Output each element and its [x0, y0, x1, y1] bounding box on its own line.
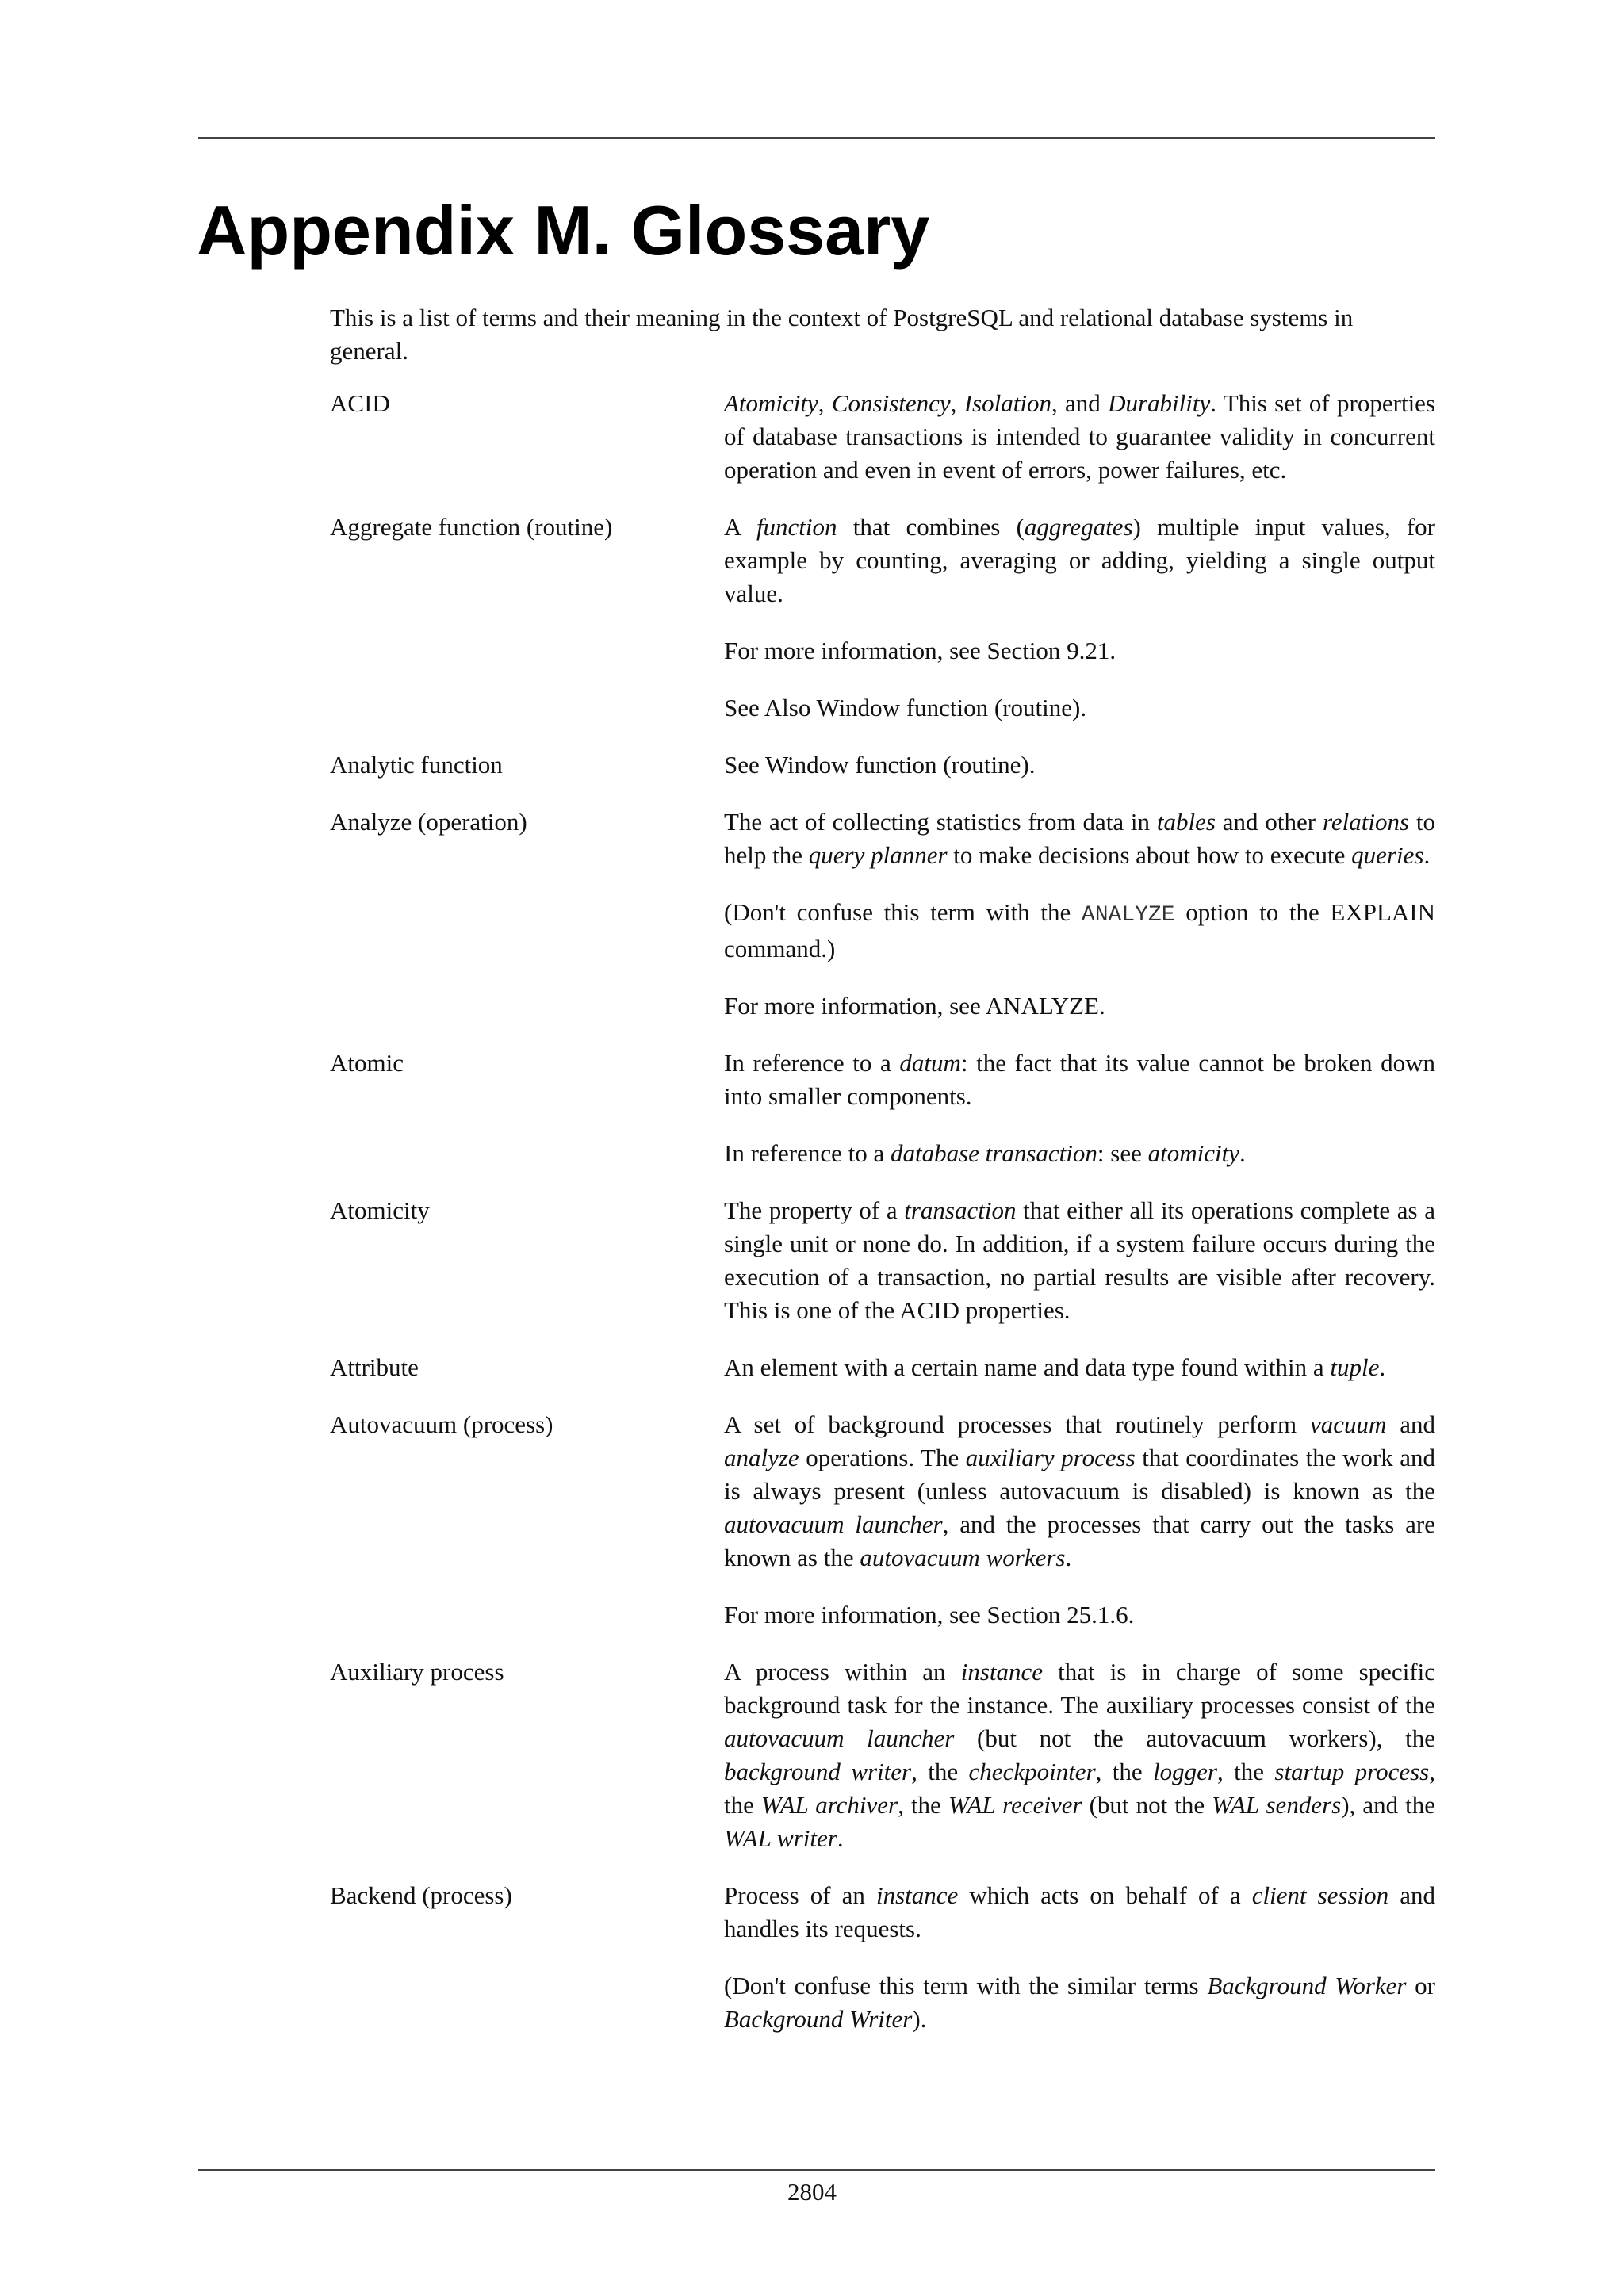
definition-text: to make decisions about how to execute — [947, 841, 1352, 869]
definition-text: . — [1379, 1353, 1386, 1381]
emphasized-term: Background Writer — [724, 2005, 913, 2033]
glossary-entry — [330, 1655, 1435, 1855]
definition-paragraph — [724, 1047, 1435, 1113]
glossary-definition — [724, 1408, 1435, 1632]
glossary-definition — [724, 1879, 1435, 2036]
definition-text: which acts on behalf of a — [958, 1881, 1252, 1909]
definition-paragraph — [724, 896, 1435, 966]
emphasized-term: logger — [1153, 1758, 1217, 1785]
emphasized-term: instance — [960, 1658, 1044, 1686]
emphasized-term: autovacuum workers — [860, 1544, 1066, 1571]
definition-text: , — [950, 389, 964, 417]
glossary-entry — [330, 1879, 1435, 2036]
definition-text: (but not the — [1082, 1791, 1212, 1819]
emphasized-term: checkpointer — [968, 1758, 1096, 1785]
glossary-list — [330, 387, 1435, 2060]
definition-paragraph — [724, 634, 1435, 668]
definition-paragraph — [724, 1351, 1435, 1384]
definition-text: that combines ( — [837, 513, 1025, 541]
definition-paragraph — [724, 1969, 1435, 2036]
glossary-definition — [724, 748, 1435, 782]
glossary-definition — [724, 387, 1435, 487]
definition-text: The act of collecting statistics from data in — [724, 808, 1157, 836]
emphasized-term: autovacuum launcher — [724, 1724, 955, 1752]
definition-text: (Don't confuse this term with the similar terms — [724, 1972, 1208, 1999]
emphasized-term: tables — [1156, 808, 1216, 836]
definition-paragraph — [724, 1879, 1435, 1946]
page-number: 2804 — [787, 2178, 837, 2206]
definition-text: , the — [911, 1758, 969, 1785]
emphasized-term: autovacuum launcher — [724, 1510, 943, 1538]
emphasized-term: queries — [1351, 841, 1424, 869]
definition-text: A set of background processes that routinely perform — [724, 1410, 1310, 1438]
glossary-entry — [330, 806, 1435, 1023]
glossary-definition — [724, 511, 1435, 725]
definition-text: An element with a certain name and data type found within a — [724, 1353, 1331, 1381]
definition-text: See Window function (routine). — [724, 751, 1036, 779]
emphasized-term: WAL writer — [724, 1824, 837, 1852]
definition-paragraph — [724, 989, 1435, 1023]
definition-text: and other — [1215, 808, 1323, 836]
glossary-term: Analyze (operation) — [330, 808, 527, 836]
emphasized-term: Background Worker — [1207, 1972, 1407, 1999]
emphasized-term: startup process — [1274, 1758, 1430, 1785]
emphasized-term: transaction — [904, 1196, 1017, 1224]
definition-text: operations. The — [799, 1444, 966, 1471]
definition-text: : the fact that its value cannot be broken down into smaller components. — [724, 1049, 1435, 1110]
emphasized-term: WAL receiver — [948, 1791, 1082, 1819]
emphasized-term: database transaction — [890, 1139, 1097, 1167]
emphasized-term: relations — [1322, 808, 1410, 836]
definition-paragraph — [724, 1137, 1435, 1170]
definition-text: and handles its requests. — [724, 1881, 1435, 1942]
emphasized-term: Isolation — [963, 389, 1051, 417]
glossary-term: ACID — [330, 389, 390, 417]
header-rule — [198, 137, 1435, 139]
definition-text: that either all its operations complete as a single unit or none do. In addition, if a system failure occurs during the execution of a transaction, no partial results are visible after recovery. This is one of the ACID properties. — [724, 1196, 1435, 1324]
emphasized-term: WAL archiver — [760, 1791, 898, 1819]
definition-text: For more information, see ANALYZE. — [724, 992, 1105, 1020]
definition-paragraph — [724, 806, 1435, 872]
definition-text: . This set of properties of database transactions is intended to guarantee validity in concurrent operation and even in event of errors, power failures, etc. — [724, 389, 1436, 484]
definition-text: In reference to a — [724, 1139, 891, 1167]
definition-text: to help the — [724, 808, 1435, 869]
emphasized-term: tuple — [1330, 1353, 1380, 1381]
glossary-term: Analytic function — [330, 751, 503, 779]
glossary-term: Atomic — [330, 1049, 404, 1077]
emphasized-term: auxiliary process — [965, 1444, 1136, 1471]
definition-paragraph — [724, 511, 1435, 610]
definition-text: See Also Window function (routine). — [724, 694, 1087, 721]
definition-text: (Don't confuse this term with the — [724, 898, 1082, 926]
emphasized-term: query planner — [808, 841, 948, 869]
definition-text: A — [724, 513, 756, 541]
definition-paragraph — [724, 691, 1435, 725]
definition-text: : see — [1097, 1139, 1148, 1167]
glossary-definition — [724, 806, 1435, 1023]
emphasized-term: atomicity — [1147, 1139, 1239, 1167]
emphasized-term: WAL senders — [1212, 1791, 1342, 1819]
emphasized-term: Durability — [1108, 389, 1211, 417]
definition-paragraph — [724, 1408, 1435, 1575]
definition-text: (but not the autovacuum workers), the — [954, 1724, 1435, 1752]
glossary-term: Attribute — [330, 1353, 419, 1381]
definition-text: , and — [1051, 389, 1109, 417]
glossary-term: Aggregate function (routine) — [330, 513, 613, 541]
emphasized-term: background writer — [724, 1758, 912, 1785]
definition-text: , the — [724, 1758, 1435, 1819]
emphasized-term: aggregates — [1024, 513, 1133, 541]
glossary-definition — [724, 1655, 1435, 1855]
glossary-term: Autovacuum (process) — [330, 1410, 553, 1438]
definition-text: For more information, see Section 9.21. — [724, 637, 1116, 664]
emphasized-term: Atomicity — [724, 389, 818, 417]
glossary-entry — [330, 1047, 1435, 1170]
glossary-entry — [330, 1408, 1435, 1632]
footer-rule — [198, 2169, 1435, 2171]
definition-text: Process of an — [724, 1881, 876, 1909]
glossary-entry — [330, 511, 1435, 725]
glossary-term: Auxiliary process — [330, 1658, 504, 1686]
definition-text: . — [1423, 841, 1431, 869]
definition-text: option to the EXPLAIN command.) — [724, 898, 1436, 962]
definition-text: , the — [1217, 1758, 1275, 1785]
definition-text: . — [1239, 1139, 1246, 1167]
emphasized-term: function — [756, 513, 837, 541]
glossary-entry — [330, 387, 1435, 487]
definition-text: , — [818, 389, 832, 417]
emphasized-term: datum — [899, 1049, 961, 1077]
definition-paragraph — [724, 1194, 1435, 1327]
glossary-entry — [330, 748, 1435, 782]
glossary-entry — [330, 1194, 1435, 1327]
definition-text: and — [1386, 1410, 1435, 1438]
definition-paragraph — [724, 1598, 1435, 1632]
glossary-definition — [724, 1047, 1435, 1170]
definition-text: . — [837, 1824, 844, 1852]
intro-paragraph: This is a list of terms and their meaning in the context of PostgreSQL and relational database systems in general. — [330, 304, 1354, 365]
definition-text: or — [1406, 1972, 1435, 1999]
definition-text: , the — [898, 1791, 948, 1819]
emphasized-term: vacuum — [1310, 1410, 1387, 1438]
definition-paragraph — [724, 387, 1435, 487]
inline-code: ANALYZE — [1081, 903, 1175, 928]
definition-text: . — [1065, 1544, 1072, 1571]
page-title: Appendix M. Glossary — [197, 191, 930, 270]
glossary-term: Backend (process) — [330, 1881, 512, 1909]
definition-text: that coordinates the work and is always present (unless autovacuum is disabled) is known as the — [724, 1444, 1436, 1505]
definition-text: The property of a — [724, 1196, 905, 1224]
definition-paragraph — [724, 1655, 1435, 1855]
definition-text: ) multiple input values, for example by counting, averaging or adding, yielding a single output value. — [724, 513, 1435, 607]
definition-paragraph — [724, 748, 1435, 782]
glossary-definition — [724, 1194, 1435, 1327]
definition-text: In reference to a — [724, 1049, 900, 1077]
definition-text: ), and the — [1341, 1791, 1435, 1819]
glossary-entry — [330, 1351, 1435, 1384]
definition-text: For more information, see Section 25.1.6. — [724, 1601, 1135, 1628]
definition-text: , the — [1095, 1758, 1154, 1785]
glossary-term: Atomicity — [330, 1196, 430, 1224]
emphasized-term: Consistency — [831, 389, 951, 417]
glossary-definition — [724, 1351, 1435, 1384]
emphasized-term: instance — [875, 1881, 959, 1909]
emphasized-term: client session — [1251, 1881, 1389, 1909]
definition-text: ). — [912, 2005, 927, 2033]
definition-text: , and the processes that carry out the tasks are known as the — [724, 1510, 1435, 1571]
emphasized-term: analyze — [724, 1444, 799, 1471]
definition-text: A process within an — [724, 1658, 961, 1686]
definition-text: that is in charge of some specific background task for the instance. The auxiliary processes consist of the — [724, 1658, 1436, 1719]
